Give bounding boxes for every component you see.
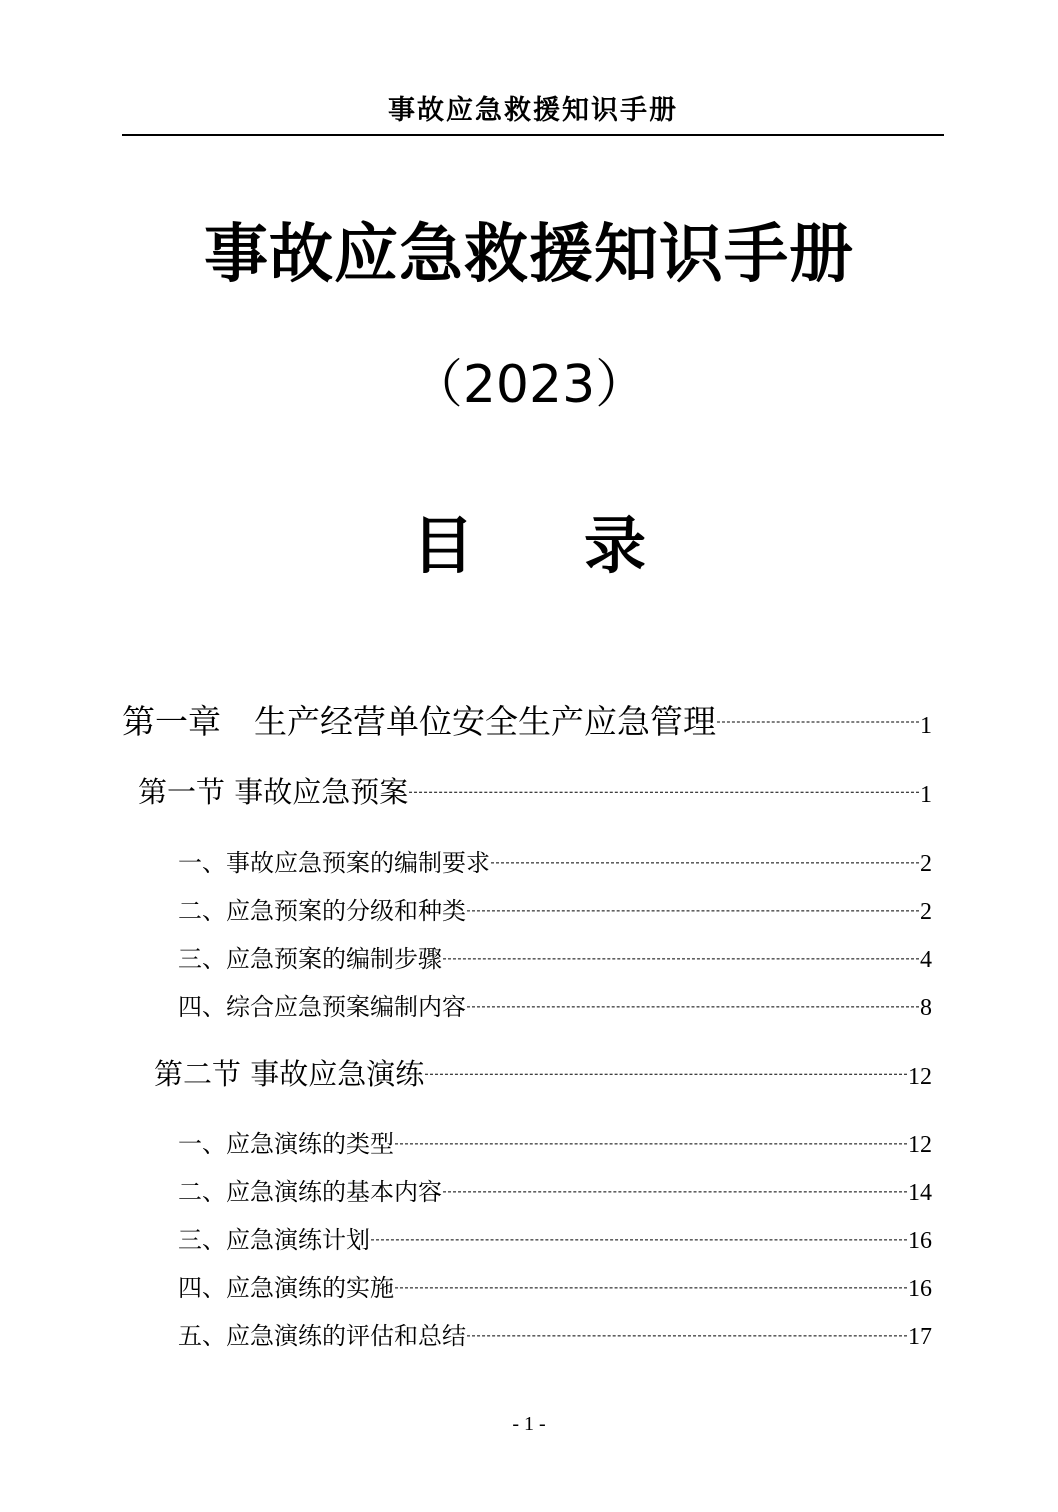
toc-entry-label: 第二节 事故应急演练 [154, 1057, 425, 1091]
dot-leader [395, 1287, 907, 1288]
toc-entry-page: 16 [908, 1228, 932, 1254]
toc-entry-page: 14 [908, 1180, 932, 1206]
toc-item[interactable] [178, 843, 932, 878]
dot-leader [467, 1335, 907, 1336]
toc-entry-page: 2 [920, 851, 932, 877]
dot-leader [443, 1191, 907, 1192]
toc-entry-label: 一、应急演练的类型 [178, 1130, 394, 1158]
toc-entry-label: 三、应急预案的编制步骤 [178, 945, 442, 973]
toc-entry-page: 8 [920, 995, 932, 1021]
dot-leader [717, 721, 919, 722]
toc-entry-page: 2 [920, 899, 932, 925]
toc-item[interactable] [178, 1220, 932, 1255]
toc-item[interactable] [178, 1316, 932, 1351]
document-year: （2023） [410, 355, 648, 415]
toc-heading-left: 目 [411, 509, 474, 582]
toc-item[interactable] [178, 1124, 932, 1159]
toc-entry-page: 16 [908, 1276, 932, 1302]
dot-leader [395, 1143, 907, 1144]
toc-entry-page: 1 [920, 782, 932, 808]
toc-entry-page: 12 [908, 1064, 932, 1090]
toc-entry-label: 二、应急预案的分级和种类 [178, 897, 466, 925]
toc-entry-label: 第一章 生产经营单位安全生产应急管理 [122, 702, 716, 741]
toc-entry-label: 四、综合应急预案编制内容 [178, 993, 466, 1021]
toc-heading-right: 录 [584, 509, 647, 582]
toc-entry-page: 1 [920, 713, 932, 739]
dot-leader [491, 862, 919, 863]
toc-entry-label: 三、应急演练计划 [178, 1226, 370, 1254]
toc-item[interactable] [178, 1268, 932, 1303]
toc-chapter-1[interactable] [122, 696, 932, 743]
toc-entry-label: 二、应急演练的基本内容 [178, 1178, 442, 1206]
toc-entry-page: 12 [908, 1132, 932, 1158]
toc-item[interactable] [178, 891, 932, 926]
toc-entry-label: 四、应急演练的实施 [178, 1274, 394, 1302]
toc-entry-label: 一、事故应急预案的编制要求 [178, 849, 490, 877]
toc-section-1[interactable] [138, 770, 932, 811]
toc-entry-label: 第一节 事故应急预案 [138, 775, 409, 809]
dot-leader [443, 958, 919, 959]
dot-leader [467, 910, 919, 911]
toc-item[interactable] [178, 987, 932, 1022]
toc-item[interactable] [178, 1172, 932, 1207]
toc-entry-page: 4 [920, 947, 932, 973]
document-title: 事故应急救援知识手册 [204, 217, 854, 292]
toc-section-2[interactable] [154, 1052, 932, 1093]
dot-leader [467, 1006, 919, 1007]
page-number: - 1 - [512, 1413, 546, 1435]
running-header-title: 事故应急救援知识手册 [388, 95, 678, 126]
toc-entry-label: 五、应急演练的评估和总结 [178, 1322, 466, 1350]
toc-item[interactable] [178, 939, 932, 974]
toc-entry-page: 17 [908, 1324, 932, 1350]
dot-leader [371, 1239, 907, 1240]
dot-leader [425, 1074, 907, 1075]
dot-leader [409, 792, 919, 793]
